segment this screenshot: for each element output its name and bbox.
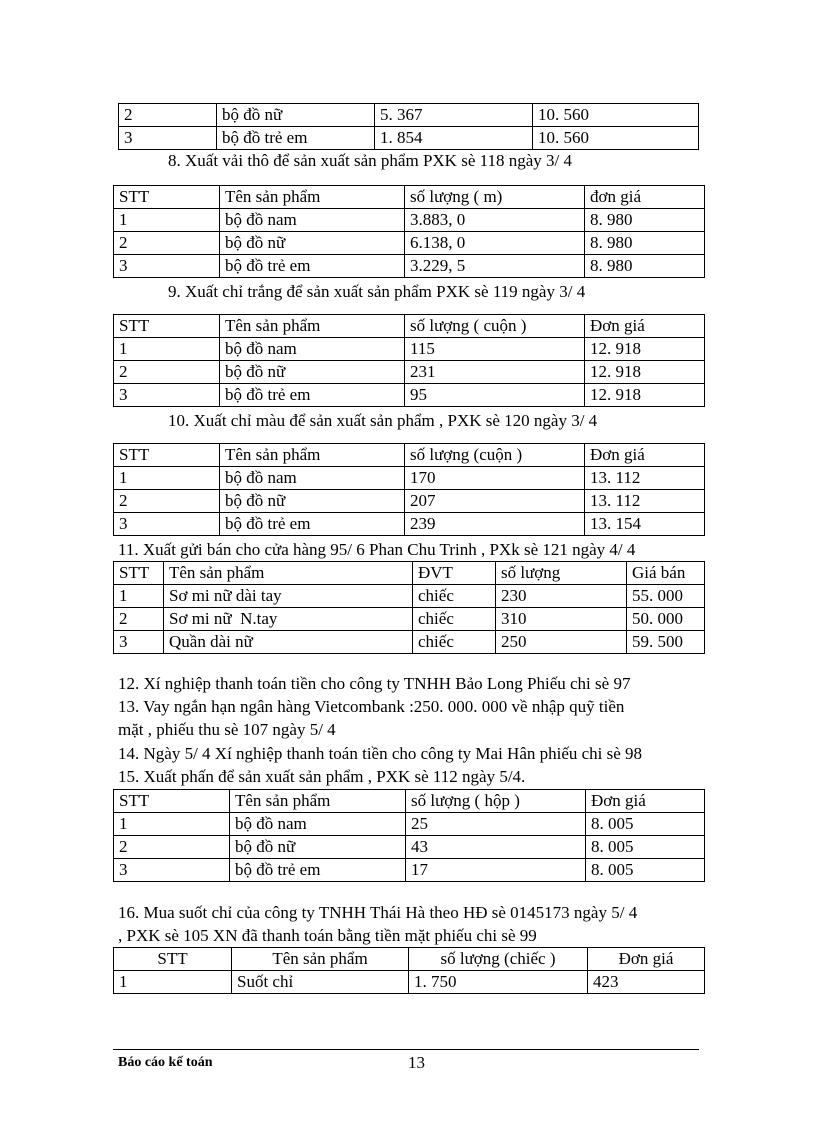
item10-caption: 10. Xuất chỉ màu để sản xuất sản phẩm , PXK sè 120 ngày 3/ 4 xyxy=(168,411,598,430)
header-unit: ĐVT xyxy=(413,562,496,585)
cell-price: 10. 560 xyxy=(533,127,699,150)
cell-product: bộ đồ nữ xyxy=(220,490,405,513)
cell-price: 12. 918 xyxy=(585,338,705,361)
cell-sale-price: 59. 500 xyxy=(627,631,705,654)
item15-caption: 15. Xuất phấn để sản xuất sản phẩm , PXK sè 112 ngày 5/4. xyxy=(118,767,526,786)
table-row xyxy=(114,209,705,232)
table-header-row xyxy=(114,562,705,585)
table-row xyxy=(114,859,705,882)
table-row xyxy=(114,338,705,361)
cell-quantity: 230 xyxy=(496,585,627,608)
header-product: Tên sản phẩm xyxy=(232,948,409,971)
cell-product: Sơ mi nữ N.tay xyxy=(164,608,413,631)
cell-stt: 2 xyxy=(119,104,217,127)
item9-caption: 9. Xuất chỉ trắng để sản xuất sản phẩm PXK sè 119 ngày 3/ 4 xyxy=(168,282,586,301)
cell-stt: 2 xyxy=(114,490,220,513)
page-number: 13 xyxy=(408,1053,425,1072)
cell-product: bộ đồ nữ xyxy=(220,232,405,255)
cell-price: 10. 560 xyxy=(533,104,699,127)
cell-price: 13. 112 xyxy=(585,490,705,513)
cell-stt: 1 xyxy=(114,813,230,836)
table-header-row xyxy=(114,444,705,467)
header-price: Đơn giá xyxy=(586,790,705,813)
cell-price: 423 xyxy=(588,971,705,994)
cell-quantity: 3.883, 0 xyxy=(405,209,585,232)
header-quantity: số lượng ( cuộn ) xyxy=(405,315,585,338)
cell-stt: 3 xyxy=(114,384,220,407)
footer-divider xyxy=(113,1049,699,1050)
cell-stt: 2 xyxy=(114,232,220,255)
cell-quantity: 170 xyxy=(405,467,585,490)
item8-table xyxy=(113,185,705,278)
item13-line1: 13. Vay ngắn hạn ngân hàng Vietcombank :250. 000. 000 về nhập quỹ tiền xyxy=(118,697,625,716)
cell-product: Sơ mi nữ dài tay xyxy=(164,585,413,608)
cell-product: bộ đồ nam xyxy=(220,209,405,232)
table-row xyxy=(114,513,705,536)
cell-price: 12. 918 xyxy=(585,384,705,407)
cell-product: bộ đồ nam xyxy=(220,467,405,490)
cell-price: 8. 980 xyxy=(585,255,705,278)
cell-quantity: 310 xyxy=(496,608,627,631)
header-product: Tên sản phẩm xyxy=(220,186,405,209)
table-row xyxy=(114,490,705,513)
cell-quantity: 95 xyxy=(405,384,585,407)
header-price: Đơn giá xyxy=(585,444,705,467)
cell-quantity: 5. 367 xyxy=(375,104,533,127)
cell-unit: chiếc xyxy=(413,585,496,608)
cell-quantity: 231 xyxy=(405,361,585,384)
cell-price: 8. 005 xyxy=(586,859,705,882)
cell-quantity: 25 xyxy=(406,813,586,836)
header-stt: STT xyxy=(114,562,164,585)
table-row xyxy=(119,127,699,150)
table-header-row xyxy=(114,948,705,971)
table-row xyxy=(114,467,705,490)
cell-product: bộ đồ trẻ em xyxy=(220,255,405,278)
cell-price: 13. 112 xyxy=(585,467,705,490)
cell-product: Quần dài nữ xyxy=(164,631,413,654)
cell-price: 13. 154 xyxy=(585,513,705,536)
cell-stt: 3 xyxy=(114,513,220,536)
cell-product: bộ đồ nữ xyxy=(217,104,375,127)
cell-quantity: 6.138, 0 xyxy=(405,232,585,255)
cell-stt: 3 xyxy=(114,255,220,278)
table-row xyxy=(114,384,705,407)
cell-stt: 1 xyxy=(114,209,220,232)
cell-quantity: 1. 854 xyxy=(375,127,533,150)
header-stt: STT xyxy=(114,948,232,971)
item13-line2: mặt , phiếu thu sè 107 ngày 5/ 4 xyxy=(118,720,336,739)
table-row xyxy=(114,836,705,859)
cell-unit: chiếc xyxy=(413,631,496,654)
header-stt: STT xyxy=(114,790,230,813)
cell-quantity: 239 xyxy=(405,513,585,536)
item11-caption: 11. Xuất gửi bán cho cửa hàng 95/ 6 Phan Chu Trinh , PXk sè 121 ngày 4/ 4 xyxy=(118,540,636,559)
cell-sale-price: 50. 000 xyxy=(627,608,705,631)
header-quantity: số lượng ( m) xyxy=(405,186,585,209)
cell-quantity: 3.229, 5 xyxy=(405,255,585,278)
cell-stt: 1 xyxy=(114,338,220,361)
cell-product: Suốt chỉ xyxy=(232,971,409,994)
header-quantity: số lượng xyxy=(496,562,627,585)
header-quantity: số lượng ( hộp ) xyxy=(406,790,586,813)
cell-stt: 2 xyxy=(114,361,220,384)
cell-price: 12. 918 xyxy=(585,361,705,384)
cell-product: bộ đồ trẻ em xyxy=(220,513,405,536)
cell-stt: 2 xyxy=(114,608,164,631)
header-product: Tên sản phẩm xyxy=(164,562,413,585)
table-header-row xyxy=(114,186,705,209)
table-header-row xyxy=(114,790,705,813)
header-product: Tên sản phẩm xyxy=(230,790,406,813)
header-price: đơn giá xyxy=(585,186,705,209)
item9-table xyxy=(113,314,705,407)
item11-table xyxy=(113,561,705,654)
cell-stt: 1 xyxy=(114,585,164,608)
table-row xyxy=(114,631,705,654)
cell-stt: 1 xyxy=(114,971,232,994)
cell-stt: 3 xyxy=(114,859,230,882)
item16-line2: , PXK sè 105 XN đã thanh toán bằng tiền mặt phiếu chi sè 99 xyxy=(118,926,537,945)
header-product: Tên sản phẩm xyxy=(220,444,405,467)
table-continued xyxy=(118,103,699,150)
cell-product: bộ đồ trẻ em xyxy=(230,859,406,882)
cell-stt: 2 xyxy=(114,836,230,859)
table-row xyxy=(119,104,699,127)
table-row xyxy=(114,971,705,994)
table-header-row xyxy=(114,315,705,338)
cell-stt: 3 xyxy=(119,127,217,150)
header-stt: STT xyxy=(114,444,220,467)
header-price: Đơn giá xyxy=(585,315,705,338)
table-row xyxy=(114,361,705,384)
footer-title: Báo cáo kế toán xyxy=(118,1055,213,1070)
table-row xyxy=(114,232,705,255)
item16-table xyxy=(113,947,705,994)
cell-quantity: 250 xyxy=(496,631,627,654)
cell-price: 8. 005 xyxy=(586,813,705,836)
item12-text: 12. Xí nghiệp thanh toán tiền cho công ty TNHH Bảo Long Phiếu chi sè 97 xyxy=(118,674,631,693)
cell-unit: chiếc xyxy=(413,608,496,631)
header-stt: STT xyxy=(114,315,220,338)
cell-quantity: 1. 750 xyxy=(409,971,588,994)
cell-price: 8. 005 xyxy=(586,836,705,859)
cell-product: bộ đồ nữ xyxy=(220,361,405,384)
item8-caption: 8. Xuất vải thô để sản xuất sản phẩm PXK sè 118 ngày 3/ 4 xyxy=(168,151,572,170)
item16-line1: 16. Mua suốt chỉ của công ty TNHH Thái Hà theo HĐ sè 0145173 ngày 5/ 4 xyxy=(118,903,638,922)
cell-product: bộ đồ trẻ em xyxy=(220,384,405,407)
cell-quantity: 17 xyxy=(406,859,586,882)
cell-product: bộ đồ nam xyxy=(230,813,406,836)
cell-stt: 1 xyxy=(114,467,220,490)
table-row xyxy=(114,813,705,836)
header-product: Tên sản phẩm xyxy=(220,315,405,338)
cell-quantity: 43 xyxy=(406,836,586,859)
item15-table xyxy=(113,789,705,882)
cell-product: bộ đồ trẻ em xyxy=(217,127,375,150)
cell-product: bộ đồ nam xyxy=(220,338,405,361)
header-stt: STT xyxy=(114,186,220,209)
cell-quantity: 207 xyxy=(405,490,585,513)
item10-table xyxy=(113,443,705,536)
item14-text: 14. Ngày 5/ 4 Xí nghiệp thanh toán tiền cho công ty Mai Hân phiếu chi sè 98 xyxy=(118,744,643,763)
table-row xyxy=(114,585,705,608)
header-price: Đơn giá xyxy=(588,948,705,971)
header-quantity: số lượng (cuộn ) xyxy=(405,444,585,467)
table-row xyxy=(114,608,705,631)
cell-price: 8. 980 xyxy=(585,209,705,232)
cell-stt: 3 xyxy=(114,631,164,654)
header-sale-price: Giá bán xyxy=(627,562,705,585)
cell-product: bộ đồ nữ xyxy=(230,836,406,859)
header-quantity: số lượng (chiếc ) xyxy=(409,948,588,971)
cell-sale-price: 55. 000 xyxy=(627,585,705,608)
cell-quantity: 115 xyxy=(405,338,585,361)
cell-price: 8. 980 xyxy=(585,232,705,255)
table-row xyxy=(114,255,705,278)
